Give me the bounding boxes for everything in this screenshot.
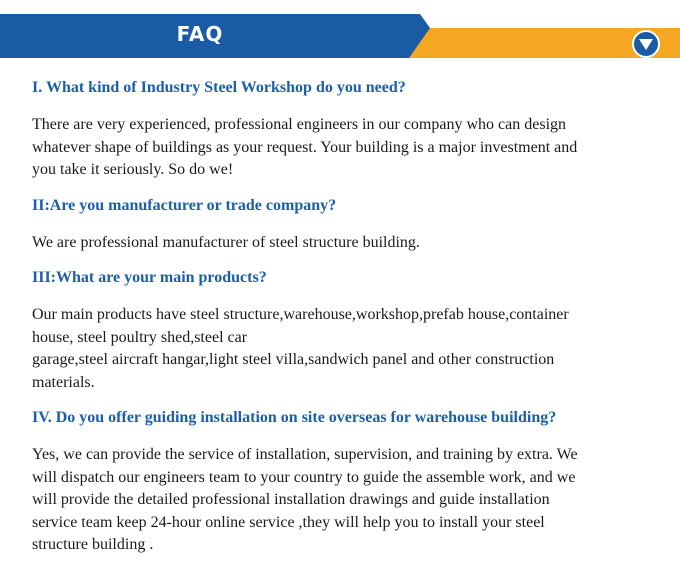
faq-answer: Yes, we can provide the service of installation, supervision, and training by extra. We will dispatch our engineers team to your country to guide the assemble work, and we will provide the detailed professional installation drawings and guide installation service team keep 24-hour online service ,they will help you to install your steel structure building . [32, 446, 578, 553]
faq-item [32, 268, 648, 394]
faq-item [32, 196, 648, 255]
faq-question: II:Are you manufacturer or trade company? [32, 196, 337, 214]
faq-question: I. What kind of Industry Steel Workshop do you need? [32, 79, 406, 96]
faq-answer: Our main products have steel structure,warehouse,workshop,prefab house,container house, steel poultry shed,steel car garage,steel aircraft hangar,light steel villa,sandwich panel and other construction materials. [32, 306, 569, 391]
header-banner-shape [0, 0, 680, 58]
faq-item [32, 408, 648, 557]
faq-list [0, 58, 680, 557]
page-title: FAQ [176, 22, 224, 46]
chevron-down-icon [639, 39, 653, 50]
faq-question: IV. Do you offer guiding installation on site overseas for warehouse building? [32, 409, 557, 426]
faq-answer: There are very experienced, professional engineers in our company who can design whatever shape of buildings as your request. Your building is a major investment and you take it seriously. So do we! [32, 116, 578, 178]
expand-toggle-button[interactable] [632, 30, 660, 58]
faq-header [0, 0, 680, 58]
faq-answer: We are professional manufacturer of steel structure building. [32, 233, 420, 251]
faq-question: III:What are your main products? [32, 269, 267, 286]
faq-item [32, 78, 648, 182]
